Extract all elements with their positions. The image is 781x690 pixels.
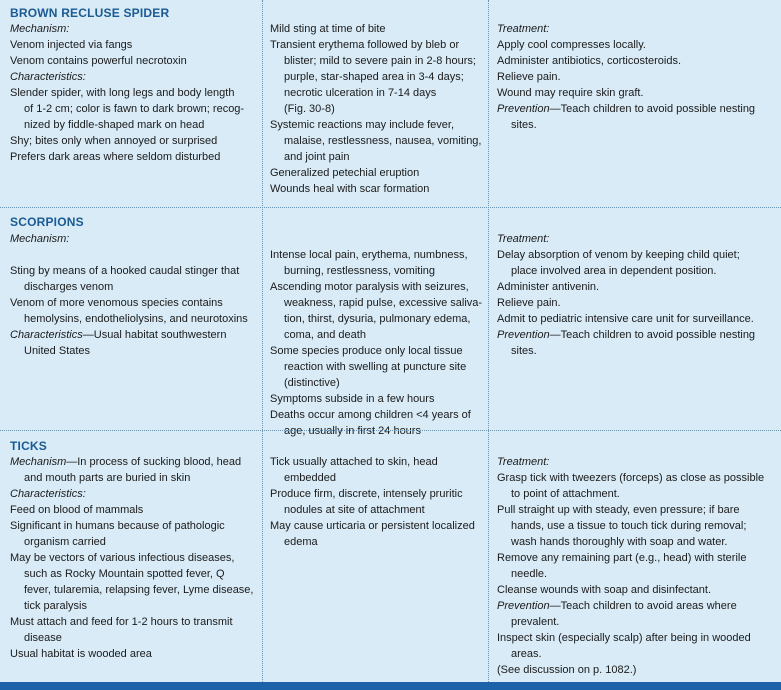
section-ticks [0, 431, 781, 681]
mechanism-column [10, 21, 260, 165]
text-line: hemolysins, endotheliolysins, and neurotoxins [24, 313, 248, 325]
effects-column [270, 21, 485, 197]
text-line: Wounds heal with scar formation [270, 183, 430, 195]
italic-label: Treatment: [497, 23, 550, 35]
section-title: TICKS [10, 439, 47, 453]
text-line: disease [24, 632, 62, 644]
treatment-column [497, 21, 777, 133]
text-line: Intense local pain, erythema, numbness, [270, 249, 468, 261]
text-line [10, 247, 260, 263]
mechanism-column [10, 231, 260, 359]
italic-label: Prevention [497, 600, 550, 612]
text-line: malaise, restlessness, nausea, vomiting, [284, 135, 482, 147]
text-line: place involved area in dependent position. [511, 265, 717, 277]
text-line: Slender spider, with long legs and body length [10, 87, 235, 99]
effects-column [270, 231, 485, 439]
italic-label: Characteristics: [10, 71, 86, 83]
text-line: edema [284, 536, 318, 548]
treatment-column [497, 454, 777, 678]
text-line: Some species produce only local tissue [270, 345, 463, 357]
italic-label: Prevention [497, 103, 550, 115]
text-line: Produce firm, discrete, intensely pruritic [270, 488, 463, 500]
text-line: Grasp tick with tweezers (forceps) as close as possible [497, 472, 765, 484]
text-line: Mild sting at time of bite [270, 23, 386, 35]
text-line: Wound may require skin graft. [497, 87, 644, 99]
text-line: Relieve pain. [497, 71, 561, 83]
text-line: Prefers dark areas where seldom disturbed [10, 151, 221, 163]
text-line: Pull straight up with steady, even pressure; if bare [497, 504, 740, 516]
text-line [497, 21, 777, 37]
mechanism-column [10, 454, 260, 662]
text-line: areas. [511, 648, 542, 660]
text-line: (Fig. 30-8) [284, 103, 335, 115]
text-line: of 1-2 cm; color is fawn to dark brown; recog- [24, 103, 245, 115]
text-line [10, 69, 260, 85]
label-text: —Teach children to avoid possible nesting [549, 329, 756, 341]
text-line: embedded [284, 472, 336, 484]
text-line: Venom injected via fangs [10, 39, 133, 51]
text-line: Administer antibiotics, corticosteroids. [497, 55, 682, 67]
text-line [497, 231, 777, 247]
text-line: Apply cool compresses locally. [497, 39, 646, 51]
bottom-rule [0, 682, 781, 690]
label-text: —Usual habitat southwestern [82, 329, 227, 341]
text-line: Generalized petechial eruption [270, 167, 420, 179]
text-line: Cleanse wounds with soap and disinfectant. [497, 584, 712, 596]
text-line: Sting by means of a hooked caudal stinger that [10, 265, 240, 277]
text-line: Relieve pain. [497, 297, 561, 309]
text-line: hands, use a tissue to touch tick during removal; [511, 520, 747, 532]
effects-column [270, 454, 485, 550]
italic-label: Mechanism: [10, 233, 70, 245]
text-line: prevalent. [511, 616, 560, 628]
text-line: to point of attachment. [511, 488, 620, 500]
text-line: sites. [511, 119, 537, 131]
text-line: nized by fiddle-shaped mark on head [24, 119, 205, 131]
label-text: —Teach children to avoid areas where [549, 600, 737, 612]
italic-label: Characteristics: [10, 488, 86, 500]
text-line: (distinctive) [284, 377, 340, 389]
text-line: and joint pain [284, 151, 350, 163]
italic-label: Prevention [497, 329, 550, 341]
text-line: nodules at site of attachment [284, 504, 425, 516]
text-line [10, 21, 260, 37]
text-line: such as Rocky Mountain spotted fever, Q [24, 568, 225, 580]
section-title: SCORPIONS [10, 215, 84, 229]
text-line: blister; mild to severe pain in 2-8 hours; [284, 55, 476, 67]
text-line [270, 231, 485, 247]
text-line: discharges venom [24, 281, 114, 293]
italic-label: Mechanism: [10, 23, 70, 35]
section-scorpions [0, 208, 781, 437]
column-divider [488, 0, 489, 682]
text-line: necrotic ulceration in 7-14 days [284, 87, 437, 99]
text-line: Inspect skin (especially scalp) after being in wooded [497, 632, 751, 644]
treatment-column [497, 231, 777, 359]
text-line: Admit to pediatric intensive care unit for surveillance. [497, 313, 754, 325]
text-line: Symptoms subside in a few hours [270, 393, 435, 405]
italic-label: Treatment: [497, 233, 550, 245]
text-line: Ascending motor paralysis with seizures, [270, 281, 469, 293]
text-line: Deaths occur among children <4 years of [270, 409, 471, 421]
text-line [10, 486, 260, 502]
section-brown-recluse [0, 0, 781, 210]
text-line [10, 454, 260, 470]
text-line: age, usually in first 24 hours [284, 425, 421, 437]
text-line: Usual habitat is wooded area [10, 648, 152, 660]
italic-label: Mechanism [10, 456, 67, 468]
text-line: Significant in humans because of pathologic [10, 520, 225, 532]
text-line: Venom of more venomous species contains [10, 297, 223, 309]
text-line [497, 454, 777, 470]
label-text: —Teach children to avoid possible nesting [549, 103, 756, 115]
text-line: May cause urticaria or persistent localized [270, 520, 475, 532]
text-line: organism carried [24, 536, 106, 548]
label-text: —In process of sucking blood, head [66, 456, 242, 468]
text-line: and mouth parts are buried in skin [24, 472, 191, 484]
text-line: wash hands thoroughly with soap and water. [511, 536, 728, 548]
text-line: tion, thirst, dysuria, pulmonary edema, [284, 313, 471, 325]
text-line [10, 327, 260, 343]
text-line: tick paralysis [24, 600, 87, 612]
text-line: May be vectors of various infectious diseases, [10, 552, 235, 564]
column-divider [262, 0, 263, 682]
text-line: reaction with swelling at puncture site [284, 361, 467, 373]
text-line: Administer antivenin. [497, 281, 600, 293]
text-line: needle. [511, 568, 548, 580]
text-line: weakness, rapid pulse, excessive saliva- [284, 297, 483, 309]
section-title: BROWN RECLUSE SPIDER [10, 6, 170, 20]
text-line: coma, and death [284, 329, 366, 341]
italic-label: Characteristics [10, 329, 83, 341]
text-line: Must attach and feed for 1-2 hours to transmit [10, 616, 233, 628]
text-line [497, 327, 777, 343]
text-line [10, 231, 260, 247]
text-line: Shy; bites only when annoyed or surprised [10, 135, 218, 147]
text-line: fever, tularemia, relapsing fever, Lyme disease, [24, 584, 254, 596]
text-line: purple, star-shaped area in 3-4 days; [284, 71, 464, 83]
text-line: sites. [511, 345, 537, 357]
text-line: United States [24, 345, 91, 357]
text-line: Venom contains powerful necrotoxin [10, 55, 187, 67]
text-line: Feed on blood of mammals [10, 504, 144, 516]
text-line: (See discussion on p. 1082.) [497, 664, 637, 676]
text-line [497, 598, 777, 614]
text-line: Remove any remaining part (e.g., head) with sterile [497, 552, 747, 564]
text-line: Tick usually attached to skin, head [270, 456, 438, 468]
text-line: burning, restlessness, vomiting [284, 265, 436, 277]
italic-label: Treatment: [497, 456, 550, 468]
text-line [497, 101, 777, 117]
text-line: Transient erythema followed by bleb or [270, 39, 460, 51]
text-line: Delay absorption of venom by keeping child quiet; [497, 249, 740, 261]
text-line: Systemic reactions may include fever, [270, 119, 455, 131]
